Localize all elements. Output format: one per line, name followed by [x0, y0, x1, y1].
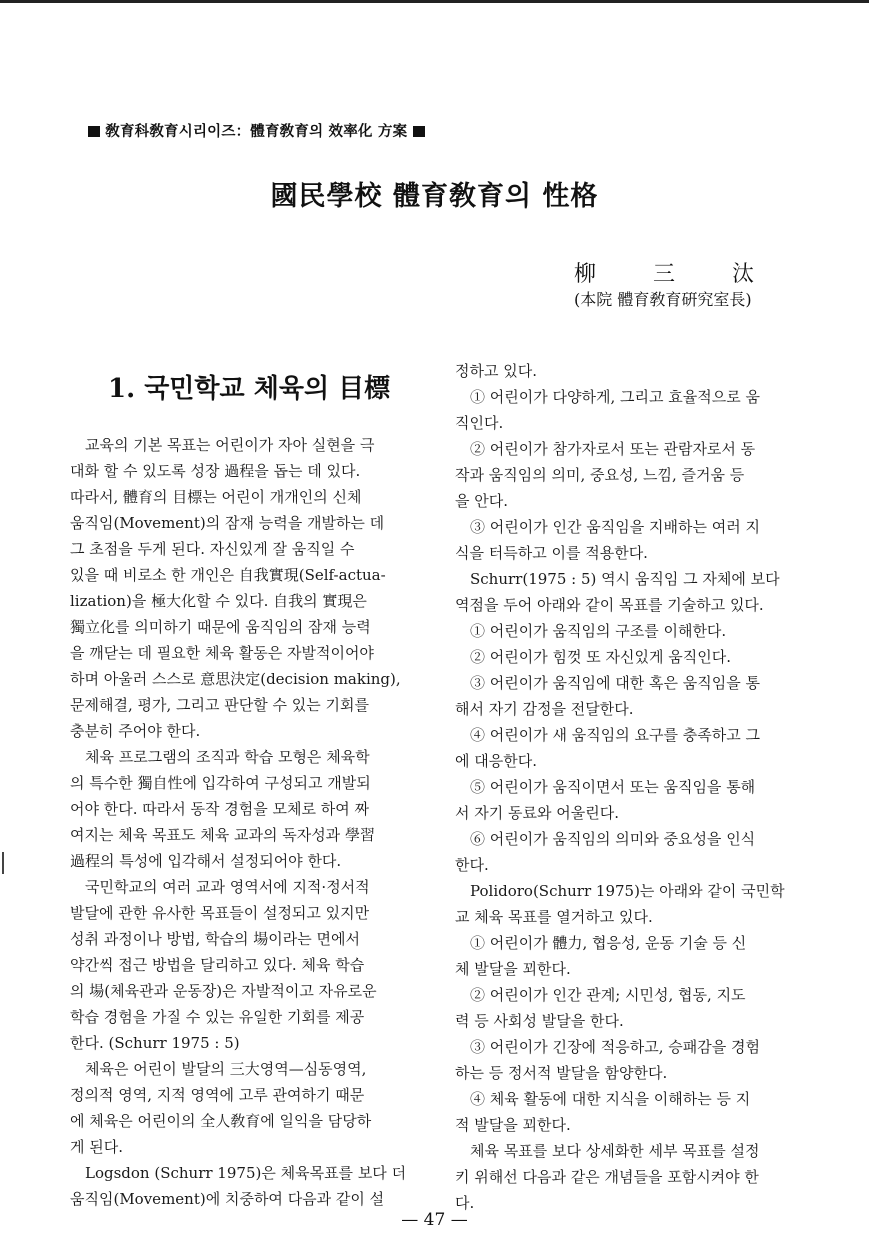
text-line: ④ 체육 활동에 대한 지식을 이해하는 등 지 [455, 1090, 751, 1108]
text-line: 움직임(Movement)에 치중하여 다음과 같이 설 [70, 1190, 385, 1208]
text-line: 체육은 어린이 발달의 三大영역—심동영역, [70, 1060, 367, 1078]
text-line: ③ 어린이가 인간 움직임을 지배하는 여러 지 [455, 518, 760, 536]
text-line: ③ 어린이가 긴장에 적응하고, 승패감을 경험 [455, 1038, 760, 1056]
text-line: 학습 경험을 가질 수 있는 유일한 기회를 제공 [70, 1008, 365, 1026]
text-line: 적 발달을 꾀한다. [455, 1116, 571, 1134]
page-number: — 47 — [401, 1210, 468, 1230]
top-rule [0, 0, 869, 3]
text-line: ⑥ 어린이가 움직임의 의미와 중요성을 인식 [455, 830, 756, 848]
text-line: 문제해결, 평가, 그리고 판단할 수 있는 기회를 [70, 696, 369, 714]
text-line: 을 깨닫는 데 필요한 체육 활동은 자발적이어야 [70, 644, 374, 662]
text-line: 정하고 있다. [455, 362, 537, 380]
text-line: Logsdon (Schurr 1975)은 체육목표를 보다 더 [70, 1164, 407, 1182]
text-line: 교육의 기본 목표는 어린이가 자아 실현을 극 [70, 436, 375, 454]
text-line: 어야 한다. 따라서 동작 경험을 모체로 하여 짜 [70, 800, 369, 818]
text-line: 력 등 사회성 발달을 한다. [455, 1012, 624, 1030]
author-name [574, 257, 754, 288]
text-line: 의 특수한 獨自性에 입각하여 구성되고 개발되 [70, 774, 371, 792]
text-line: 발달에 관한 유사한 목표들이 설정되고 있지만 [70, 904, 370, 922]
section-heading: 1. 국민학교 체육의 目標 [108, 374, 391, 404]
author-name-char: 三 [652, 262, 675, 287]
text-line: 서 자기 동료와 어울린다. [455, 804, 619, 822]
left-column [70, 432, 430, 1212]
series-text: 敎育科敎育시리이즈：體育敎育의 效率化 方案 [105, 124, 408, 140]
text-line: Polidoro(Schurr 1975)는 아래와 같이 국민학 [455, 882, 785, 900]
text-line: 작과 움직임의 의미, 중요성, 느낌, 즐거움 등 [455, 466, 745, 484]
text-line: 역점을 두어 아래와 같이 목표를 기술하고 있다. [455, 596, 764, 614]
text-line: 한다. [455, 856, 489, 874]
text-line: 약간씩 접근 방법을 달리하고 있다. 체육 학습 [70, 956, 365, 974]
text-line: 過程의 특성에 입각해서 설정되어야 한다. [70, 852, 342, 870]
text-line: 직인다. [455, 414, 504, 432]
text-line: 대화 할 수 있도록 성장 過程을 돕는 데 있다. [70, 462, 361, 480]
text-line: 체 발달을 꾀한다. [455, 960, 571, 978]
text-line: ② 어린이가 힘껏 또 자신있게 움직인다. [455, 648, 731, 666]
text-line: 체육 목표를 보다 상세화한 세부 목표를 설정 [455, 1142, 760, 1160]
text-line: ④ 어린이가 새 움직임의 요구를 충족하고 그 [455, 726, 760, 744]
text-line: 을 안다. [455, 492, 509, 510]
text-line: 움직임(Movement)의 잠재 능력을 개발하는 데 [70, 514, 385, 532]
text-line: 충분히 주어야 한다. [70, 722, 201, 740]
text-line: lization)을 極大化할 수 있다. 自我의 實現은 [70, 592, 367, 610]
text-line: 獨立化를 의미하기 때문에 움직임의 잠재 능력 [70, 618, 371, 636]
author-name-char: 汰 [731, 262, 754, 287]
text-line: 키 위해선 다음과 같은 개념들을 포함시켜야 한 [455, 1168, 759, 1186]
text-line: Schurr(1975 : 5) 역시 움직임 그 자체에 보다 [455, 570, 780, 588]
series-header [88, 120, 425, 141]
text-line: 그 초점을 두게 된다. 자신있게 잘 움직일 수 [70, 540, 355, 558]
square-bullet-icon [88, 126, 100, 137]
text-line: 국민학교의 여러 교과 영역서에 지적·정서적 [70, 878, 370, 896]
article-title: 國民學校 體育敎育의 性格 [270, 181, 599, 212]
margin-mark [2, 852, 4, 874]
text-line: 따라서, 體育의 目標는 어린이 개개인의 신체 [70, 488, 362, 506]
text-line: 있을 때 비로소 한 개인은 自我實現(Self-actua- [70, 566, 386, 584]
text-line: 하며 아울러 스스로 意思決定(decision making), [70, 670, 401, 688]
text-line: 하는 등 정서적 발달을 함양한다. [455, 1064, 668, 1082]
text-line: 에 체육은 어린이의 全人敎育에 일익을 담당하 [70, 1112, 372, 1130]
author-name-char: 柳 [574, 262, 597, 287]
text-line: ② 어린이가 참가자로서 또는 관람자로서 동 [455, 440, 756, 458]
text-line: 성취 과정이나 방법, 학습의 場이라는 면에서 [70, 930, 360, 948]
text-line: 교 체육 목표를 열거하고 있다. [455, 908, 653, 926]
text-line: 게 된다. [70, 1138, 124, 1156]
text-line: ① 어린이가 다양하게, 그리고 효율적으로 움 [455, 388, 760, 406]
text-line: 여지는 체육 목표도 체육 교과의 독자성과 學習 [70, 826, 375, 844]
text-line: ⑤ 어린이가 움직이면서 또는 움직임을 통해 [455, 778, 756, 796]
text-line: ② 어린이가 인간 관계; 시민성, 협동, 지도 [455, 986, 746, 1004]
text-line: 다. [455, 1194, 475, 1212]
text-line: 의 場(체육관과 운동장)은 자발적이고 자유로운 [70, 982, 377, 1000]
text-line: 식을 터득하고 이를 적용한다. [455, 544, 648, 562]
text-line: 정의적 영역, 지적 영역에 고루 관여하기 때문 [70, 1086, 365, 1104]
text-line: ① 어린이가 움직임의 구조를 이해한다. [455, 622, 727, 640]
text-line: 해서 자기 감정을 전달한다. [455, 700, 634, 718]
text-line: 한다. (Schurr 1975 : 5) [70, 1034, 240, 1052]
square-bullet-icon [413, 126, 425, 137]
text-line: ③ 어린이가 움직임에 대한 혹은 움직임을 통 [455, 674, 760, 692]
right-column [455, 358, 815, 1216]
author-affiliation: (本院 體育敎育硏究室長) [574, 290, 752, 309]
text-line: 체육 프로그램의 조직과 학습 모형은 체육학 [70, 748, 370, 766]
text-line: 에 대응한다. [455, 752, 537, 770]
text-line: ① 어린이가 體力, 협응성, 운동 기술 등 신 [455, 934, 747, 952]
